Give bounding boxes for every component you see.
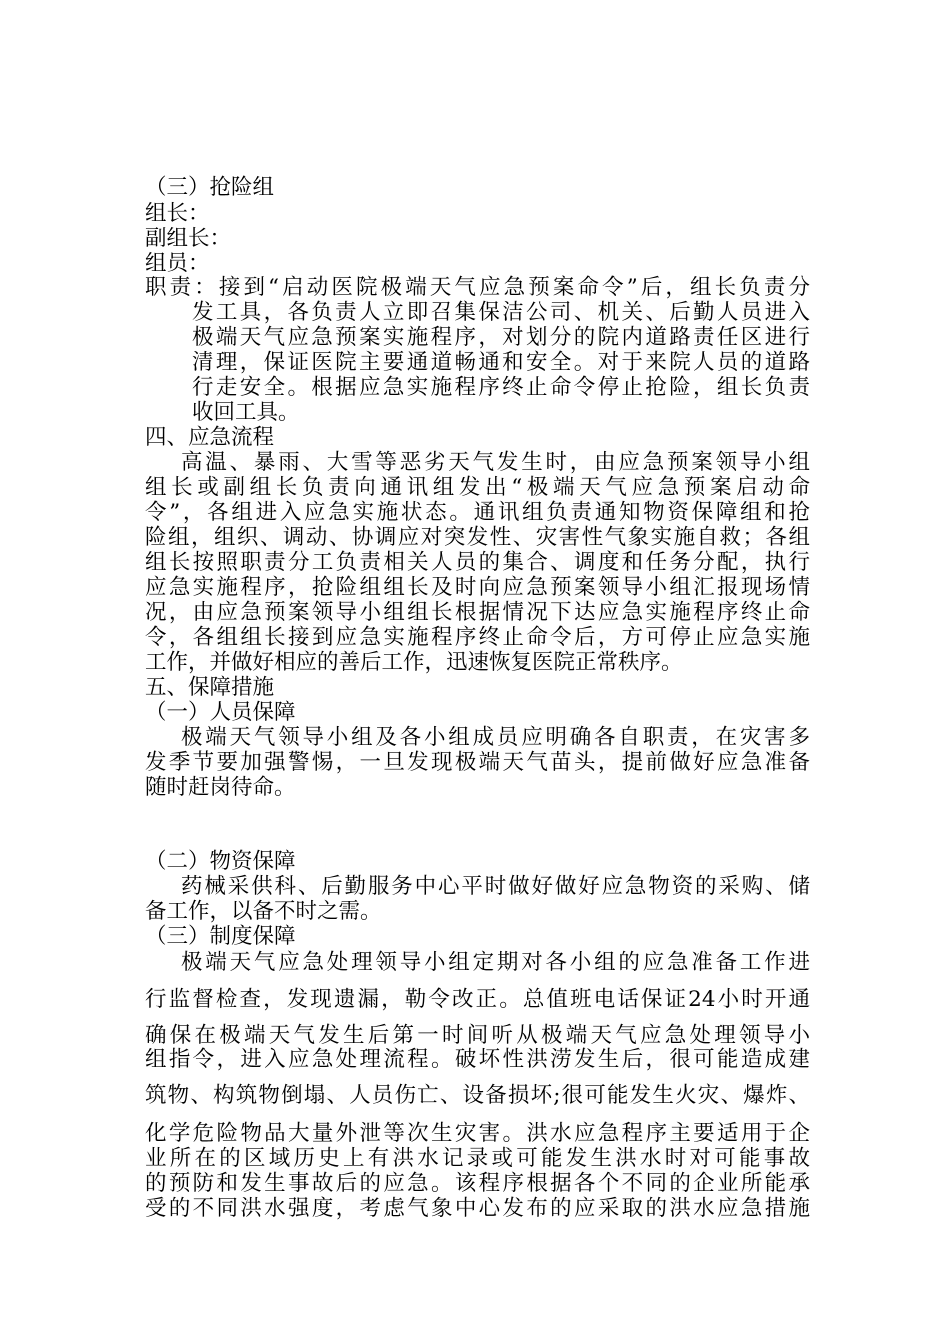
personnel-guarantee-heading: （一）人员保障 xyxy=(145,700,296,725)
flow-line: 令”，各组进入应急实施状态。通讯组负责通知物资保障组和抢 xyxy=(145,500,810,525)
material-line: 备工作，以备不时之需。 xyxy=(145,899,382,924)
emergency-flow-heading: 四、应急流程 xyxy=(145,425,275,450)
flow-line: 工作，并做好相应的善后工作，迅速恢复医院正常秩序。 xyxy=(145,650,683,675)
system-line: 的预防和发生事故后的应急。该程序根据各个不同的企业所能承 xyxy=(145,1171,810,1196)
rescue-group-deputy: 副组长： xyxy=(145,226,232,251)
system-line: 业所在的区域历史上有洪水记录或可能发生洪水时对可能事故 xyxy=(145,1146,810,1171)
system-line: 确保在极端天气发生后第一时间听从极端天气应急处理领导小 xyxy=(145,1023,810,1048)
flow-line: 组长按照职责分工负责相关人员的集合、调度和任务分配，执行 xyxy=(145,550,810,575)
material-guarantee-heading: （二）物资保障 xyxy=(145,849,296,874)
material-line: 药械采供科、后勤服务中心平时做好做好应急物资的采购、储 xyxy=(181,874,810,899)
flow-line: 险组，组织、调动、协调应对突发性、灾害性气象实施自救；各组 xyxy=(145,525,810,550)
system-line: 组指令，进入应急处理流程。破坏性洪涝发生后，很可能造成建 xyxy=(145,1047,810,1072)
system-line: 化学危险物品大量外泄等次生灾害。洪水应急程序主要适用于企 xyxy=(145,1121,810,1146)
personnel-line: 随时赶岗待命。 xyxy=(145,775,296,800)
flow-line: 组长或副组长负责向通讯组发出“极端天气应急预案启动命 xyxy=(145,475,810,500)
rescue-duty-line: 职责：接到“启动医院极端天气应急预案命令”后，组长负责分 xyxy=(145,275,810,300)
rescue-duty-line: 收回工具。 xyxy=(192,400,300,425)
flow-line: 应急实施程序，抢险组组长及时向应急预案领导小组汇报现场情 xyxy=(145,575,810,600)
rescue-group-leader: 组长： xyxy=(145,201,210,226)
system-line: 筑物、构筑物倒塌、人员伤亡、设备损坏;很可能发生火灾、爆炸、 xyxy=(145,1083,810,1108)
flow-line: 令，各组组长接到应急实施程序终止命令后，方可停止应急实施 xyxy=(145,625,810,650)
personnel-line: 极端天气领导小组及各小组成员应明确各自职责，在灾害多 xyxy=(181,725,810,750)
system-line: 受的不同洪水强度，考虑气象中心发布的应采取的洪水应急措施 xyxy=(145,1196,810,1221)
system-line: 极端天气应急处理领导小组定期对各小组的应急准备工作进 xyxy=(181,950,810,975)
guarantee-heading: 五、保障措施 xyxy=(145,675,275,700)
system-guarantee-heading: （三）制度保障 xyxy=(145,924,296,949)
system-line: 行监督检查，发现遗漏，勒令改正。总值班电话保证24小时开通 xyxy=(145,987,810,1012)
rescue-duty-line: 行走安全。根据应急实施程序终止命令停止抢险，组长负责 xyxy=(192,375,810,400)
flow-line: 况，由应急预案领导小组组长根据情况下达应急实施程序终止命 xyxy=(145,600,810,625)
rescue-duty-line: 发工具，各负责人立即召集保洁公司、机关、后勤人员进入 xyxy=(192,300,810,325)
flow-line: 高温、暴雨、大雪等恶劣天气发生时，由应急预案领导小组 xyxy=(181,450,810,475)
document-page xyxy=(145,0,810,1344)
rescue-duty-line: 清理，保证医院主要通道畅通和安全。对于来院人员的道路 xyxy=(192,350,810,375)
rescue-duty-line: 极端天气应急预案实施程序，对划分的院内道路责任区进行 xyxy=(192,325,810,350)
rescue-group-members: 组员： xyxy=(145,251,210,276)
rescue-group-heading: （三）抢险组 xyxy=(145,175,275,200)
personnel-line: 发季节要加强警惕，一旦发现极端天气苗头，提前做好应急准备 xyxy=(145,750,810,775)
